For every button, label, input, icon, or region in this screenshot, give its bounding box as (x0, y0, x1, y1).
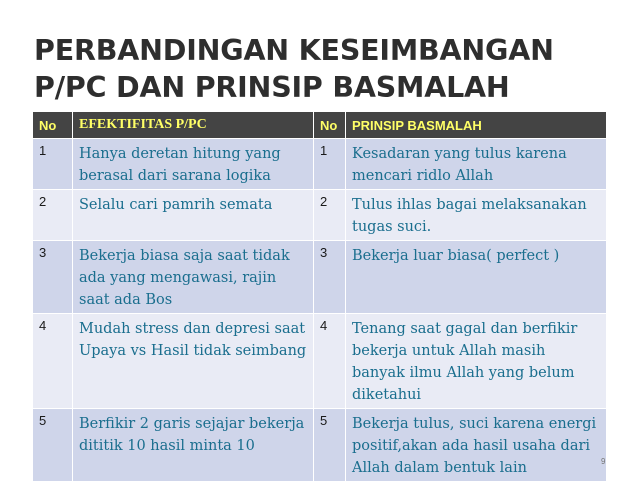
table-header-row (33, 112, 607, 139)
row-number-left: 3 (33, 241, 73, 314)
table-row (33, 314, 607, 409)
efektifitas-cell: Hanya deretan hitung yang berasal dari sarana logika (73, 139, 314, 190)
title-line-1: PERBANDINGAN KESEIMBANGAN (34, 34, 554, 67)
page-number: 9 (601, 457, 606, 466)
row-number-right: 1 (314, 139, 346, 190)
row-number-right: 4 (314, 314, 346, 409)
efektifitas-cell: Selalu cari pamrih semata (73, 190, 314, 241)
prinsip-cell: Tenang saat gagal dan berfikir bekerja untuk Allah masih banyak ilmu Allah yang belum diketahui (346, 314, 607, 409)
row-number-right: 5 (314, 409, 346, 482)
prinsip-cell: Kesadaran yang tulus karena mencari ridlo Allah (346, 139, 607, 190)
header-no-left: No (33, 112, 73, 139)
efektifitas-cell: Berfikir 2 garis sejajar bekerja dititik 10 hasil minta 10 (73, 409, 314, 482)
header-no-right: No (314, 112, 346, 139)
header-efektifitas: EFEKTIFITAS P/PC (73, 112, 314, 139)
title-line-2: P/PC DAN PRINSIP BASMALAH (34, 71, 510, 104)
comparison-table (32, 111, 607, 482)
table-row (33, 241, 607, 314)
slide-title (34, 32, 614, 106)
header-prinsip: PRINSIP BASMALAH (346, 112, 607, 139)
row-number-left: 1 (33, 139, 73, 190)
table-row (33, 409, 607, 482)
prinsip-cell: Tulus ihlas bagai melaksanakan tugas suci. (346, 190, 607, 241)
prinsip-cell: Bekerja tulus, suci karena energi positif,akan ada hasil usaha dari Allah dalam bentuk lain (346, 409, 607, 482)
efektifitas-cell: Bekerja biasa saja saat tidak ada yang mengawasi, rajin saat ada Bos (73, 241, 314, 314)
row-number-left: 2 (33, 190, 73, 241)
row-number-right: 3 (314, 241, 346, 314)
row-number-right: 2 (314, 190, 346, 241)
table-row (33, 139, 607, 190)
row-number-left: 5 (33, 409, 73, 482)
row-number-left: 4 (33, 314, 73, 409)
table-row (33, 190, 607, 241)
prinsip-cell: Bekerja luar biasa( perfect ) (346, 241, 607, 314)
efektifitas-cell: Mudah stress dan depresi saat Upaya vs Hasil tidak seimbang (73, 314, 314, 409)
